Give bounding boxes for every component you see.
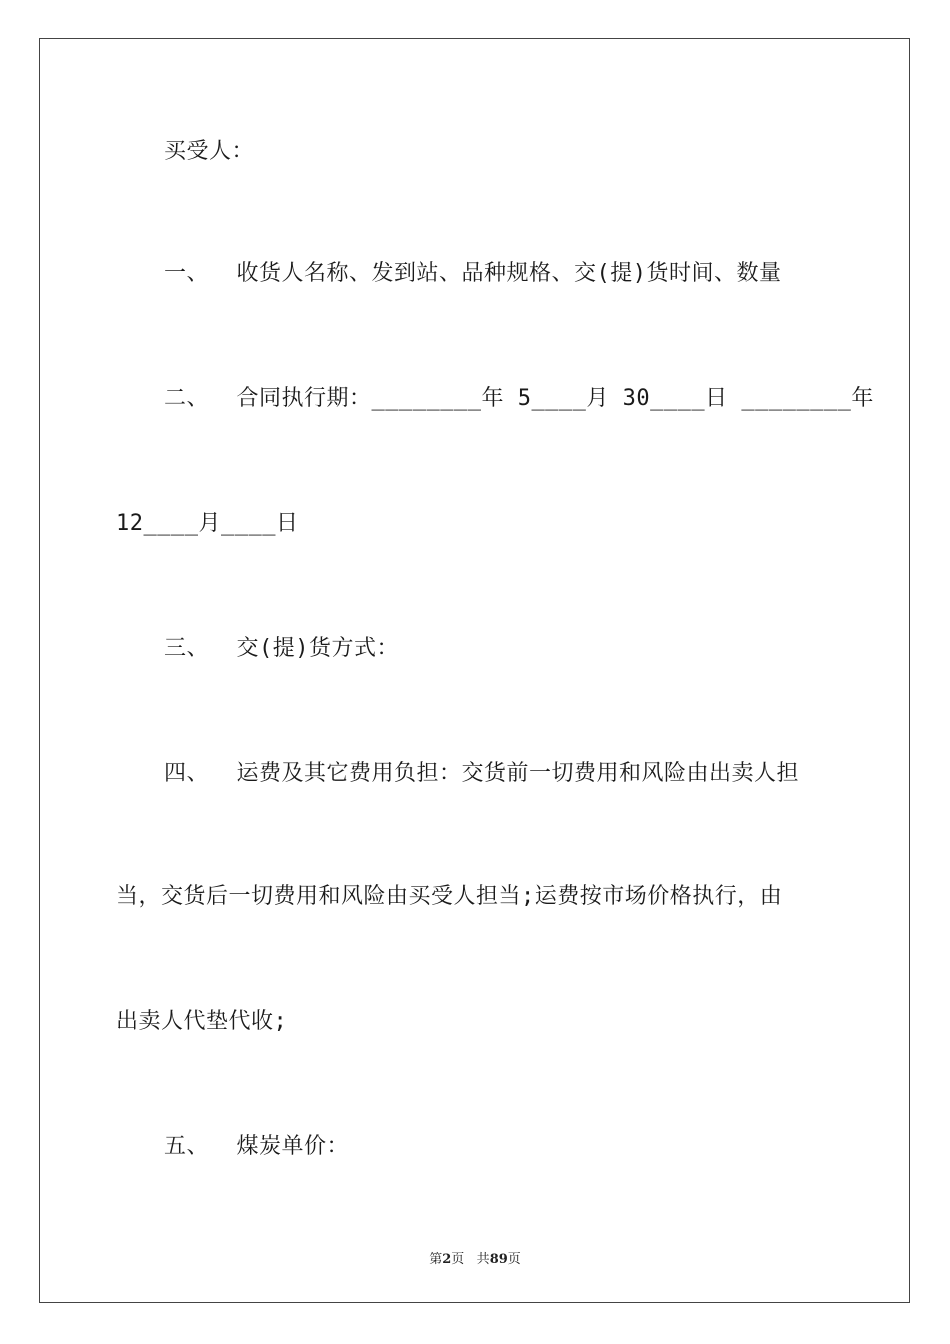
clause-4-continuation-line-2: 出卖人代垫代收; <box>116 1009 288 1034</box>
page-prefix: 第 <box>429 1252 443 1267</box>
clause-3-line: 三、 交(提)货方式： <box>164 636 399 661</box>
total-pages: 89 <box>489 1252 508 1267</box>
total-prefix: 共 <box>476 1252 490 1267</box>
total-suffix: 页 <box>507 1252 521 1267</box>
page-suffix: 页 <box>451 1252 465 1267</box>
page-footer <box>0 1248 950 1267</box>
clause-2-continuation-line: 12____月____日 <box>116 511 299 536</box>
page-number: 2 <box>442 1252 452 1267</box>
clause-2-line: 二、 合同执行期：________年 5____月 30____日 ________年 <box>164 386 874 411</box>
buyer-label-line: 买受人： <box>164 139 255 164</box>
clause-5-line: 五、 煤炭单价： <box>164 1134 349 1159</box>
page-frame <box>39 38 910 1303</box>
clause-1-line: 一、 收货人名称、发到站、品种规格、交(提)货时间、数量 <box>164 261 782 286</box>
clause-4-line: 四、 运费及其它费用负担：交货前一切费用和风险由出卖人担 <box>164 761 799 786</box>
clause-4-continuation-line: 当，交货后一切费用和风险由买受人担当;运费按市场价格执行，由 <box>116 884 783 909</box>
